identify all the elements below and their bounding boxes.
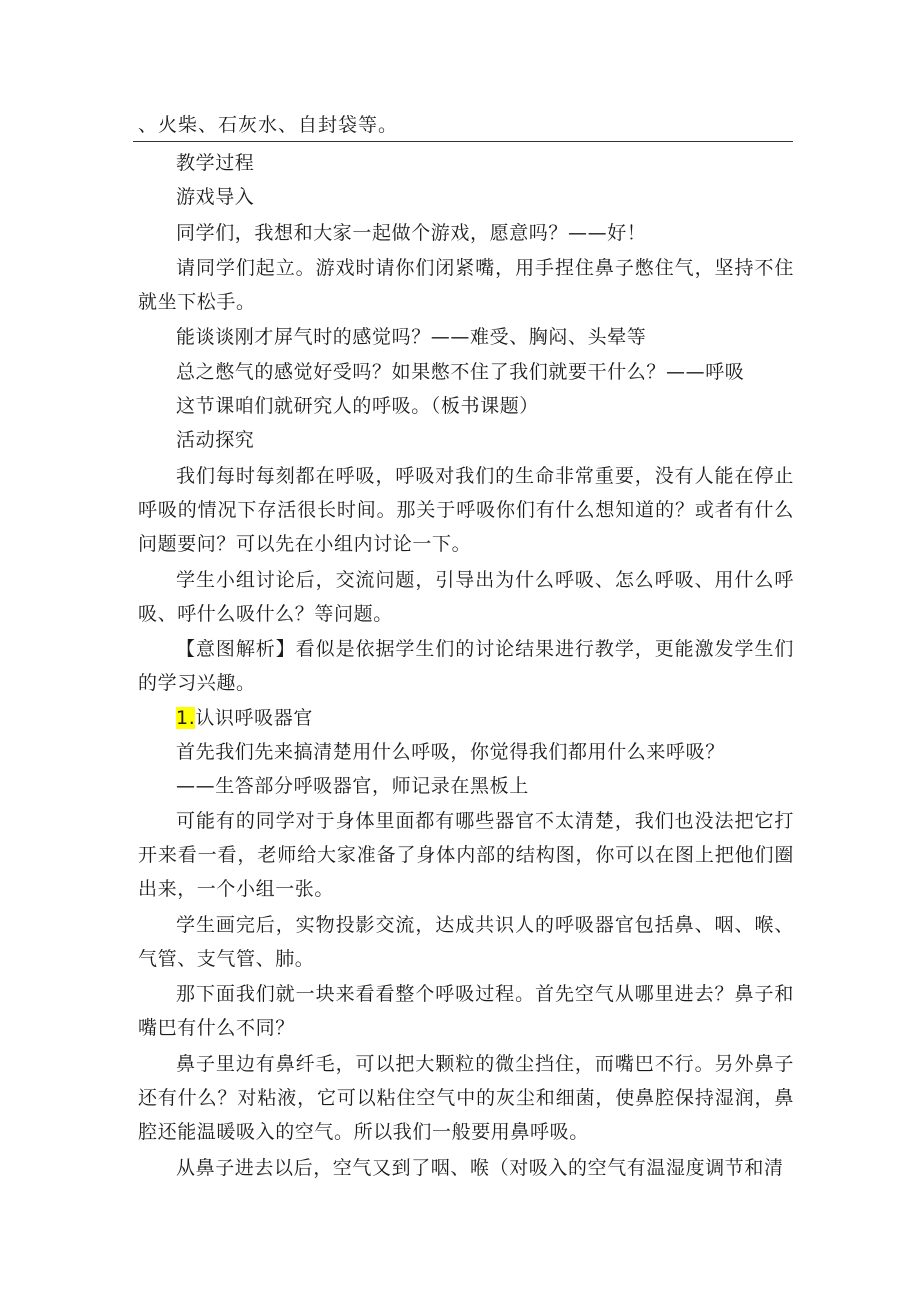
paragraph: 学生画完后，实物投影交流，达成共识人的呼吸器官包括鼻、咽、喉、气管、支气管、肺。 xyxy=(138,913,794,970)
heading-text: 认识呼吸器官 xyxy=(195,706,313,729)
numbered-heading xyxy=(138,701,794,735)
paragraph: 学生小组讨论后，交流问题，引导出为什么呼吸、怎么呼吸、用什么呼吸、呼什么吸什么？等问题。 xyxy=(138,568,794,625)
paragraph: 游戏导入 xyxy=(176,186,255,209)
paragraph: 这节课咱们就研究人的呼吸。（板书课题） xyxy=(176,395,539,418)
paragraph: 从鼻子进去以后，空气又到了咽、喉（对吸入的空气有温湿度调节和清 xyxy=(176,1156,784,1179)
paragraph: ——生答部分呼吸器官，师记录在黑板上 xyxy=(176,775,529,798)
document-body xyxy=(138,146,794,1185)
paragraph: 【意图解析】看似是依据学生们的讨论结果进行教学，更能激发学生们的学习兴趣。 xyxy=(138,638,794,695)
horizontal-rule xyxy=(133,141,793,142)
paragraph: 总之憋气的感觉好受吗？如果憋不住了我们就要干什么？——呼吸 xyxy=(176,360,745,383)
paragraph: 那下面我们就一块来看看整个呼吸过程。首先空气从哪里进去？鼻子和嘴巴有什么不同？ xyxy=(138,983,794,1040)
paragraph: 鼻子里边有鼻纤毛，可以把大颗粒的微尘挡住，而嘴巴不行。另外鼻子还有什么？对粘液，它可以粘住空气中的灰尘和细菌，使鼻腔保持湿润，鼻腔还能温暖吸入的空气。所以我们一般要用鼻呼吸。 xyxy=(138,1052,794,1144)
paragraph: 首先我们先来搞清楚用什么呼吸，你觉得我们都用什么来呼吸？ xyxy=(176,741,725,764)
continued-text-line: 、火柴、石灰水、自封袋等。 xyxy=(138,114,399,136)
highlighted-number: 1. xyxy=(176,706,196,729)
paragraph: 教学过程 xyxy=(176,152,255,174)
paragraph: 我们每时每刻都在呼吸，呼吸对我们的生命非常重要，没有人能在停止呼吸的情况下存活很长时间。那关于呼吸你们有什么想知道的？或者有什么问题要问？可以先在小组内讨论一下。 xyxy=(138,464,794,556)
paragraph: 同学们，我想和大家一起做个游戏，愿意吗？——好！ xyxy=(176,221,647,244)
paragraph: 可能有的同学对于身体里面都有哪些器官不太清楚，我们也没法把它打开来看一看，老师给大家准备了身体内部的结构图，你可以在图上把他们圈出来，一个小组一张。 xyxy=(138,809,794,901)
paragraph: 活动探究 xyxy=(176,429,255,452)
paragraph: 请同学们起立。游戏时请你们闭紧嘴，用手捏住鼻子憋住气，坚持不住就坐下松手。 xyxy=(138,256,794,314)
paragraph: 能谈谈刚才屏气时的感觉吗？——难受、胸闷、头晕等 xyxy=(176,326,647,349)
